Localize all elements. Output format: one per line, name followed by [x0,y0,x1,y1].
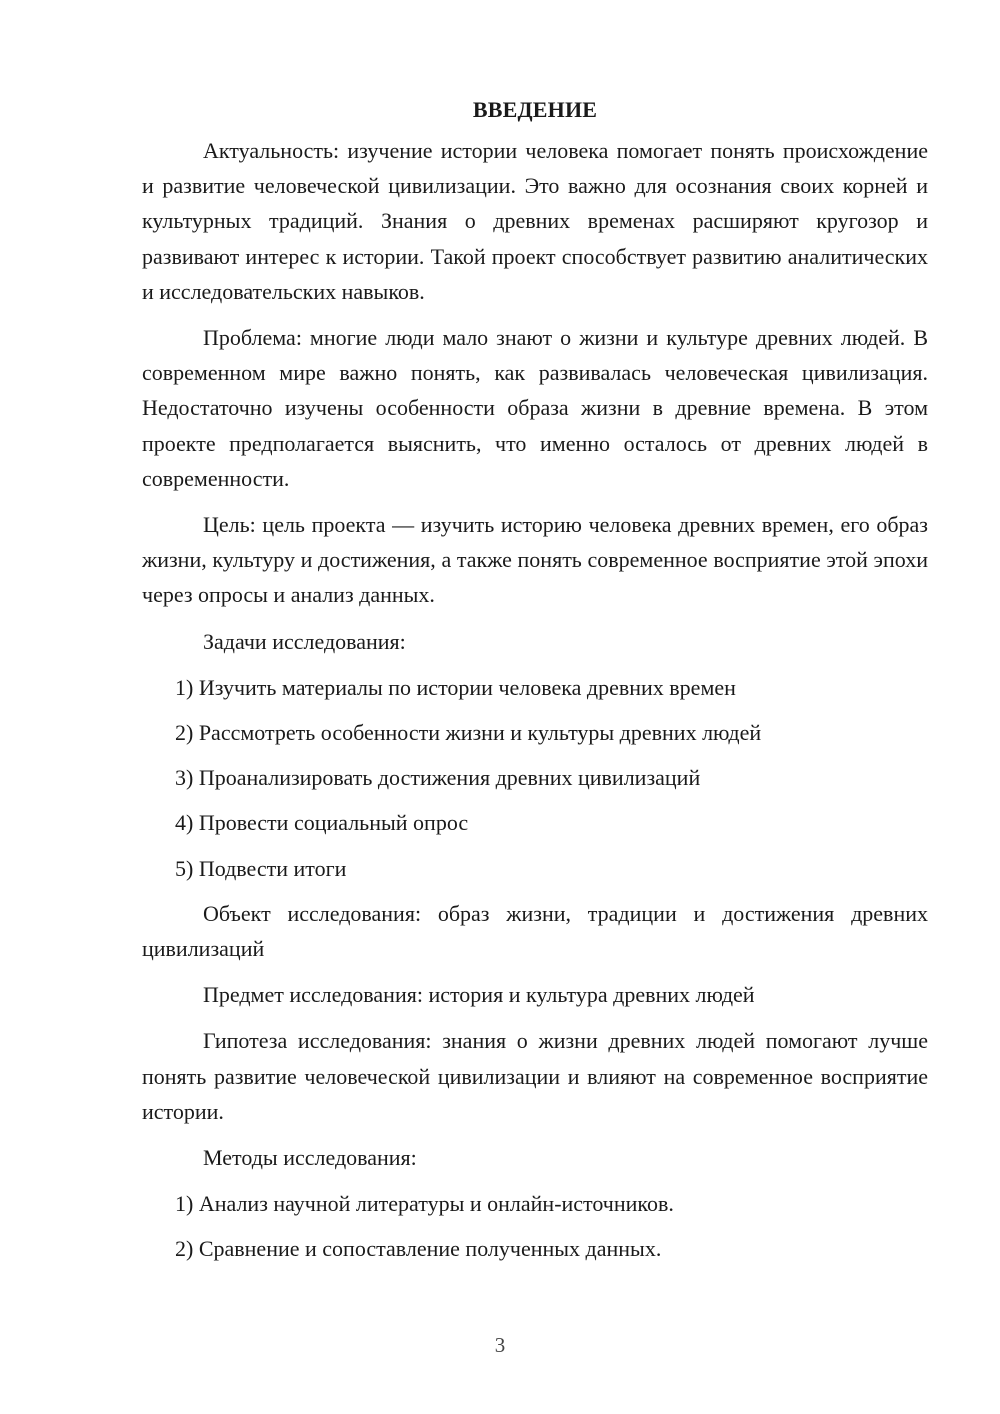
relevance-paragraph: Актуальность: изучение истории человека помогает понять происхождение и развитие человеческой цивилизации. Это важно для осознания своих корней и культурных традиций. Знания о древних временах расширяют кругозор и развивают интерес к истории. Такой проект способствует развитию аналитических и исследовательских навыков. [142,138,928,304]
tasks-list [142,670,928,886]
goal-paragraph: Цель: цель проекта — изучить историю человека древних времен, его образ жизни, культуру и достижения, а также понять современное восприятие этой эпохи через опросы и анализ данных. [142,512,928,608]
subject-paragraph: Предмет исследования: история и культура древних людей [203,982,755,1008]
tasks-title: Задачи исследования: [203,628,406,654]
list-item: 2) Сравнение и сопоставление полученных данных. [175,1236,662,1262]
list-item: 1) Анализ научной литературы и онлайн-источников. [175,1191,674,1217]
list-item: 1) Изучить материалы по истории человека древних времен [175,674,736,700]
hypothesis-paragraph: Гипотеза исследования: знания о жизни древних людей помогают лучше понять развитие человеческой цивилизации и влияют на современное восприятие истории. [142,1028,928,1124]
list-item: 3) Проанализировать достижения древних цивилизаций [175,765,701,791]
methods-list [142,1186,928,1266]
methods-title: Методы исследования: [203,1145,417,1171]
list-item: 2) Рассмотреть особенности жизни и культуры древних людей [175,720,762,746]
problem-paragraph: Проблема: многие люди мало знают о жизни и культуре древних людей. В современном мире важно понять, как развивалась человеческая цивилизация. Недостаточно изучены особенности образа жизни в древние времена. В этом проекте предполагается выяснить, что именно осталось от древних людей в современности. [142,325,928,491]
list-item: 5) Подвести итоги [175,855,347,881]
object-paragraph: Объект исследования: образ жизни, традиции и достижения древних цивилизаций [142,900,928,962]
document-page [142,92,928,1277]
section-heading: ВВЕДЕНИЕ [472,97,598,122]
page-number: 3 [494,1333,506,1357]
list-item: 4) Провести социальный опрос [175,810,469,836]
